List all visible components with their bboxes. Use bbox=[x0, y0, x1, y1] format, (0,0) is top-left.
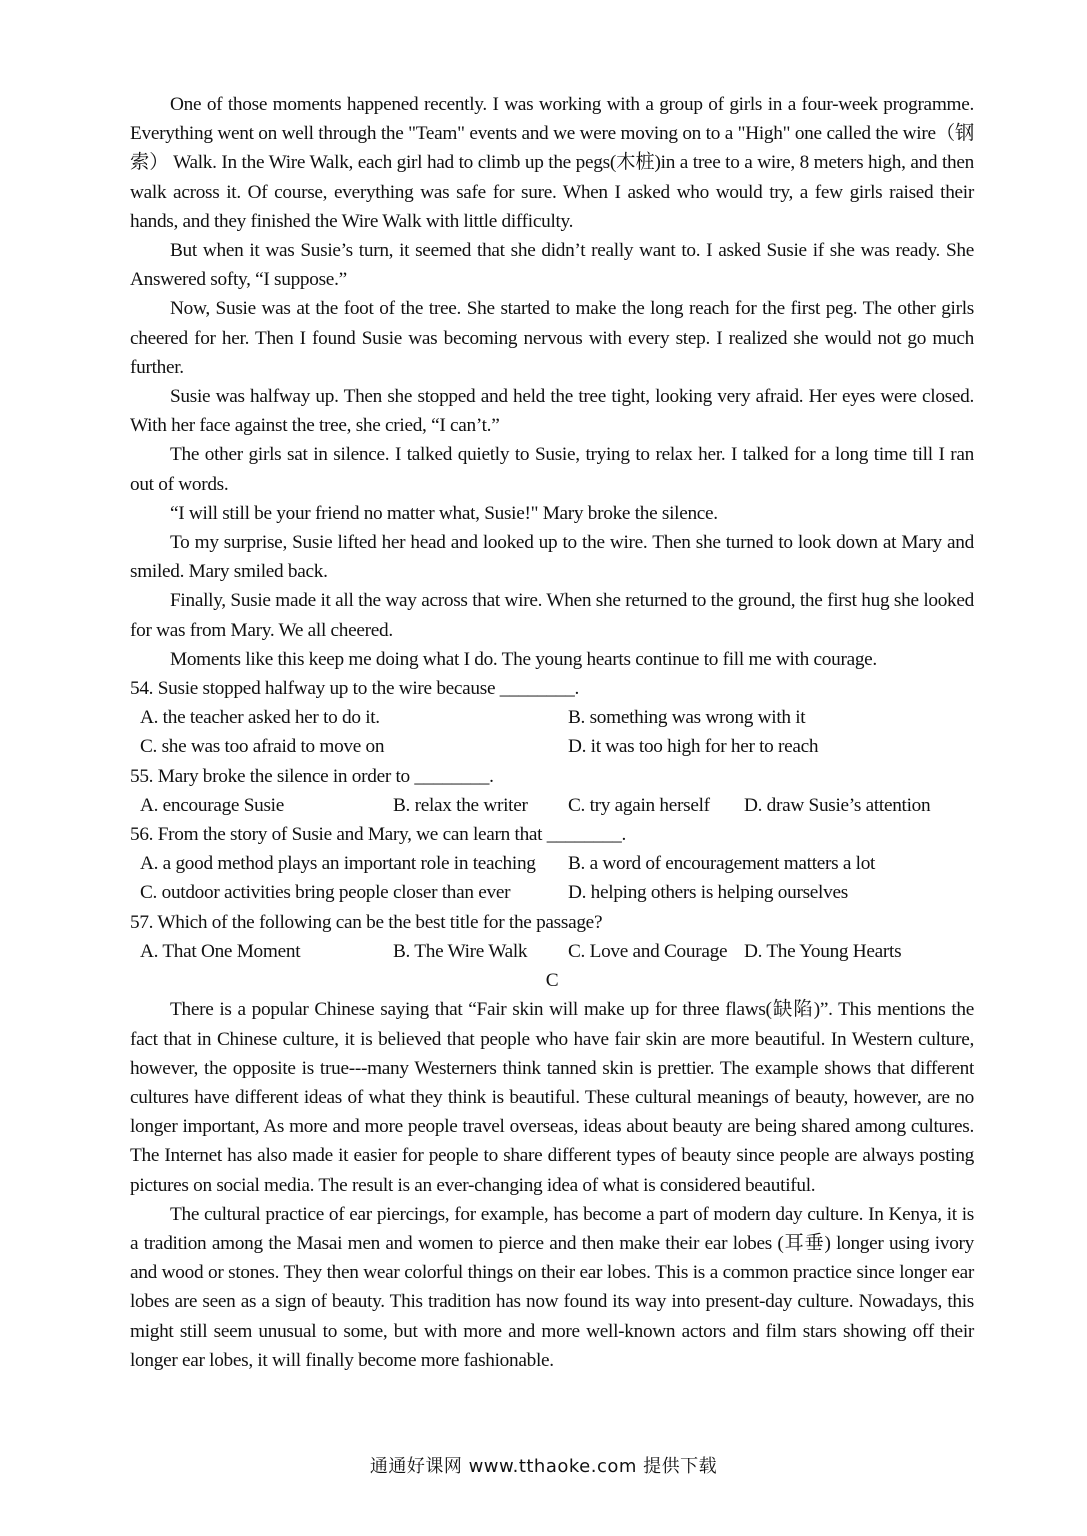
question-55-option-a: A. encourage Susie bbox=[140, 794, 284, 816]
question-54-option-a: A. the teacher asked her to do it. bbox=[140, 707, 380, 729]
question-54-option-b: B. something was wrong with it bbox=[568, 707, 806, 729]
question-56-options-row-1 bbox=[130, 849, 974, 878]
question-55-option-c: C. try again herself bbox=[568, 794, 710, 816]
question-54-option-d: D. it was too high for her to reach bbox=[568, 736, 819, 758]
question-56-stem: 56. From the story of Susie and Mary, we can learn that ________. bbox=[130, 824, 626, 846]
passage-b-paragraph-8: Finally, Susie made it all the way across that wire. When she returned to the ground, the first hug she looked for was from Mary. We all cheered. bbox=[130, 590, 974, 641]
question-55-options-row bbox=[130, 791, 974, 820]
question-57-option-a: A. That One Moment bbox=[140, 940, 301, 962]
question-54-options-row-1 bbox=[130, 703, 974, 732]
passage-b-paragraph-3: Now, Susie was at the foot of the tree. She started to make the long reach for the first peg. The other girls cheered for her. Then I found Susie was becoming nervous with every step. I realized she would not go much further. bbox=[130, 298, 974, 378]
question-55-option-b: B. relax the writer bbox=[393, 794, 528, 816]
question-56-option-d: D. helping others is helping ourselves bbox=[568, 882, 848, 904]
passage-b-paragraph-4: Susie was halfway up. Then she stopped and held the tree tight, looking very afraid. Her eyes were closed. With her face against the tree, she cried, “I can’t.” bbox=[130, 386, 974, 437]
question-57-option-d: D. The Young Hearts bbox=[744, 940, 902, 962]
passage-b-paragraph-2: But when it was Susie’s turn, it seemed that she didn’t really want to. I asked Susie if she was ready. She Answered softy, “I suppose.” bbox=[130, 240, 974, 291]
question-57-option-c: C. Love and Courage bbox=[568, 940, 728, 962]
question-57-option-b: B. The Wire Walk bbox=[393, 940, 528, 962]
question-56-options-row-2 bbox=[130, 878, 974, 907]
passage-c-paragraph-2: The cultural practice of ear piercings, for example, has become a part of modern day culture. In Kenya, it is a tradition among the Masai men and women to pierce and then make their ear lobes (耳垂) longer using ivory and wood or stones. They then wear colorful things on their ear lobes. This is a common practice since longer ear lobes are seen as a sign of beauty. This tradition has now found its way into present-day culture. Nowadays, this might still seem unusual to some, but with more and more well-known actors and film stars showing off their longer ear lobes, it will finally become more fashionable. bbox=[130, 1203, 974, 1371]
question-54-option-c: C. she was too afraid to move on bbox=[140, 736, 385, 758]
document-page bbox=[130, 90, 974, 1375]
passage-c-heading: C bbox=[545, 970, 559, 992]
passage-b-paragraph-7: To my surprise, Susie lifted her head and looked up to the wire. Then she turned to look down at Mary and smiled. Mary smiled back. bbox=[130, 532, 974, 583]
passage-b-paragraph-5: The other girls sat in silence. I talked quietly to Susie, trying to relax her. I talked for a long time till I ran out of words. bbox=[130, 444, 974, 495]
passage-b-paragraph-9: Moments like this keep me doing what I do. The young hearts continue to fill me with courage. bbox=[170, 648, 877, 670]
question-57-options-row bbox=[130, 937, 974, 966]
question-56-option-a: A. a good method plays an important role in teaching bbox=[140, 853, 536, 875]
question-56-option-b: B. a word of encouragement matters a lot bbox=[568, 853, 876, 875]
passage-b-paragraph-6: “I will still be your friend no matter what, Susie!" Mary broke the silence. bbox=[170, 502, 718, 524]
question-56-option-c: C. outdoor activities bring people closer than ever bbox=[140, 882, 511, 904]
footer-source: 通通好课网 www.tthaoke.com 提供下载 bbox=[369, 1456, 718, 1477]
question-55-option-d: D. draw Susie’s attention bbox=[744, 794, 931, 816]
question-57-stem: 57. Which of the following can be the best title for the passage? bbox=[130, 911, 603, 933]
question-54-options-row-2 bbox=[130, 732, 974, 761]
passage-c-paragraph-1: There is a popular Chinese saying that “Fair skin will make up for three flaws(缺陷)”. This mentions the fact that in Chinese culture, it is believed that people who have fair skin are more beautiful. In Western culture, however, the opposite is true---many Westerners think tanned skin is prettier. The example shows that different cultures have different ideas of what they think is beautiful. These cultural meanings of beauty, however, are no longer important, As more and more people travel overseas, ideas about beauty are being shared among cultures. The Internet has also made it easier for people to share different types of beauty since people are always posting pictures on social media. The result is an ever-changing idea of what is considered beautiful. bbox=[130, 999, 974, 1196]
question-55-stem: 55. Mary broke the silence in order to ________. bbox=[130, 765, 494, 787]
passage-b-paragraph-1: One of those moments happened recently. I was working with a group of girls in a four-week programme. Everything went on well through the "Team" events and we were moving on to a "High" one called the wire（钢索） Walk. In the Wire Walk, each girl had to climb up the pegs(木桩)in a tree to a wire, 8 meters high, and then walk across it. Of course, everything was safe for sure. When I asked who would try, a few girls raised their hands, and they finished the Wire Walk with little difficulty. bbox=[130, 94, 974, 232]
question-54-stem: 54. Susie stopped halfway up to the wire because ________. bbox=[130, 678, 580, 700]
